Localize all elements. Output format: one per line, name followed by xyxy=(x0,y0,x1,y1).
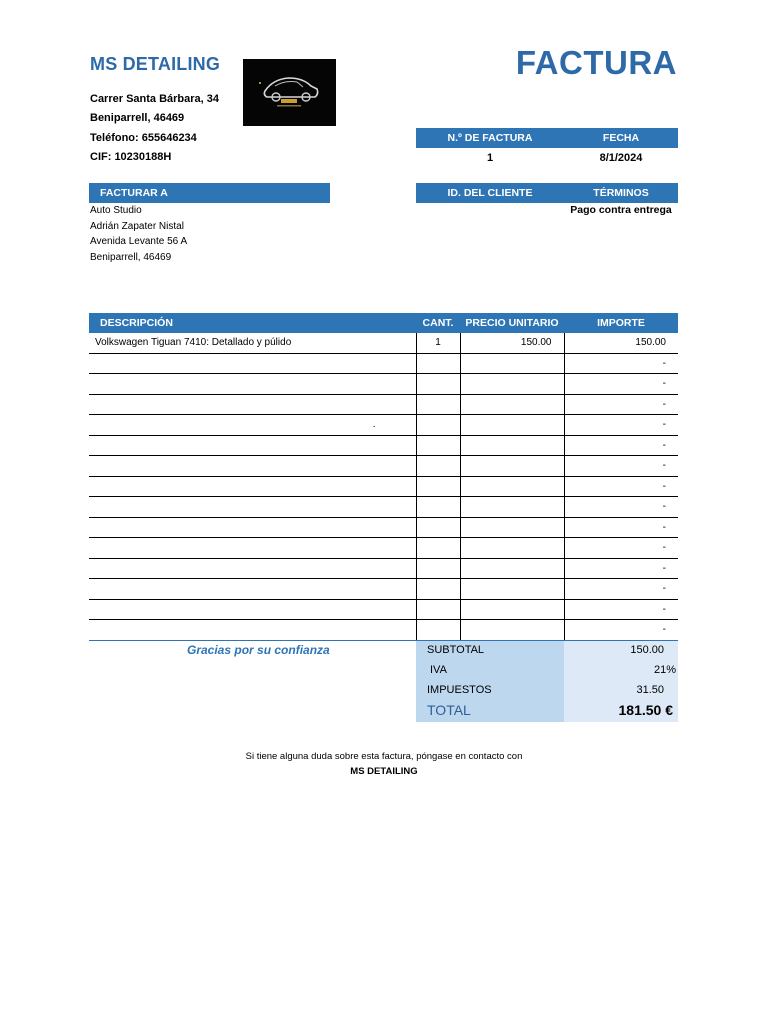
item-unit-price xyxy=(460,558,564,579)
table-row xyxy=(89,558,678,579)
document-title: FACTURA xyxy=(515,44,677,81)
item-amount: - xyxy=(564,415,678,436)
col-description-header: DESCRIPCIÓN xyxy=(89,313,416,333)
invoice-meta-header xyxy=(416,128,678,148)
item-quantity xyxy=(416,394,460,415)
payment-terms: Pago contra entrega xyxy=(570,204,672,216)
taxes-label: IMPUESTOS xyxy=(427,684,492,696)
table-row xyxy=(89,353,678,374)
col-unit-price-header: PRECIO UNITARIO xyxy=(460,313,564,333)
items-header-row xyxy=(89,313,678,333)
company-address-street: Carrer Santa Bárbara, 34 xyxy=(90,93,220,105)
item-quantity xyxy=(416,517,460,538)
company-name: MS DETAILING xyxy=(90,54,221,74)
item-description: . xyxy=(89,415,416,436)
invoice-date-label: FECHA xyxy=(602,132,640,144)
item-amount: - xyxy=(564,476,678,497)
item-quantity xyxy=(416,353,460,374)
item-description xyxy=(89,538,416,559)
item-description xyxy=(89,374,416,395)
subtotal-value: 150.00 xyxy=(630,644,664,656)
item-unit-price xyxy=(460,538,564,559)
taxes-value: 31.50 xyxy=(636,684,664,696)
item-amount: - xyxy=(564,456,678,477)
item-description xyxy=(89,599,416,620)
item-description xyxy=(89,353,416,374)
bill-to-contact: Adrián Zapater Nistal xyxy=(90,221,184,232)
item-amount: - xyxy=(564,558,678,579)
bill-to-street: Avenida Levante 56 A xyxy=(90,236,188,247)
item-quantity xyxy=(416,435,460,456)
table-row xyxy=(89,620,678,641)
item-quantity xyxy=(416,620,460,641)
item-description xyxy=(89,579,416,600)
client-id-label: ID. DEL CLIENTE xyxy=(447,187,533,199)
contact-company: MS DETAILING xyxy=(350,766,418,777)
total-value: 181.50 € xyxy=(618,702,673,718)
item-amount: - xyxy=(564,353,678,374)
table-row xyxy=(89,415,678,436)
item-quantity xyxy=(416,374,460,395)
item-unit-price xyxy=(460,456,564,477)
item-amount: - xyxy=(564,579,678,600)
item-amount: - xyxy=(564,394,678,415)
item-amount: - xyxy=(564,497,678,518)
company-address-city: Beniparrell, 46469 xyxy=(90,112,185,124)
item-unit-price xyxy=(460,374,564,395)
item-description xyxy=(89,394,416,415)
item-description xyxy=(89,497,416,518)
table-row xyxy=(89,538,678,559)
item-unit-price xyxy=(460,497,564,518)
subtotal-label: SUBTOTAL xyxy=(427,644,485,656)
item-amount: - xyxy=(564,374,678,395)
item-amount: - xyxy=(564,435,678,456)
item-description: Volkswagen Tiguan 7410: Detallado y púlido xyxy=(89,333,416,353)
company-logo xyxy=(243,59,336,126)
bill-to-city: Beniparrell, 46469 xyxy=(90,252,172,263)
item-unit-price xyxy=(460,394,564,415)
bill-to-company: Auto Studio xyxy=(90,205,142,216)
item-unit-price xyxy=(460,517,564,538)
table-row xyxy=(89,579,678,600)
item-quantity xyxy=(416,456,460,477)
item-amount: - xyxy=(564,517,678,538)
item-quantity xyxy=(416,497,460,518)
item-quantity xyxy=(416,558,460,579)
col-amount-header: IMPORTE xyxy=(564,313,678,333)
item-quantity xyxy=(416,476,460,497)
item-unit-price xyxy=(460,579,564,600)
table-row xyxy=(89,333,678,353)
item-unit-price xyxy=(460,620,564,641)
item-quantity: 1 xyxy=(416,333,460,353)
item-quantity xyxy=(416,538,460,559)
invoice-number-label: N.º DE FACTURA xyxy=(447,132,533,144)
table-row xyxy=(89,456,678,477)
item-quantity xyxy=(416,599,460,620)
terms-label: TÉRMINOS xyxy=(593,187,649,199)
item-unit-price xyxy=(460,599,564,620)
table-row xyxy=(89,599,678,620)
item-description xyxy=(89,435,416,456)
table-row xyxy=(89,435,678,456)
item-unit-price: 150.00 xyxy=(460,333,564,353)
table-row xyxy=(89,476,678,497)
item-quantity xyxy=(416,579,460,600)
client-terms-header xyxy=(416,183,678,203)
item-description xyxy=(89,456,416,477)
table-row xyxy=(89,394,678,415)
col-quantity-header: CANT. xyxy=(416,313,460,333)
table-row xyxy=(89,517,678,538)
item-unit-price xyxy=(460,353,564,374)
item-quantity xyxy=(416,415,460,436)
invoice-number: 1 xyxy=(486,152,494,164)
totals-box xyxy=(416,641,678,722)
table-row xyxy=(89,374,678,395)
company-phone: Teléfono: 655646234 xyxy=(90,132,197,144)
item-amount: 150.00 xyxy=(564,333,678,353)
iva-value: 21% xyxy=(653,664,676,676)
item-amount: - xyxy=(564,620,678,641)
items-table xyxy=(89,313,678,641)
item-amount: - xyxy=(564,538,678,559)
item-unit-price xyxy=(460,476,564,497)
bill-to-label: FACTURAR A xyxy=(100,187,168,199)
item-description xyxy=(89,517,416,538)
item-unit-price xyxy=(460,435,564,456)
total-label: TOTAL xyxy=(427,702,471,718)
item-unit-price xyxy=(460,415,564,436)
item-description xyxy=(89,620,416,641)
contact-note: Si tiene alguna duda sobre esta factura, póngase en contacto con xyxy=(245,751,523,762)
thanks-message: Gracias por su confianza xyxy=(187,643,330,657)
iva-label: IVA xyxy=(430,664,447,676)
item-amount: - xyxy=(564,599,678,620)
bill-to-header xyxy=(89,183,330,203)
invoice-date: 8/1/2024 xyxy=(599,152,643,164)
item-description xyxy=(89,476,416,497)
table-row xyxy=(89,497,678,518)
item-description xyxy=(89,558,416,579)
company-tax-id: CIF: 10230188H xyxy=(90,151,172,163)
